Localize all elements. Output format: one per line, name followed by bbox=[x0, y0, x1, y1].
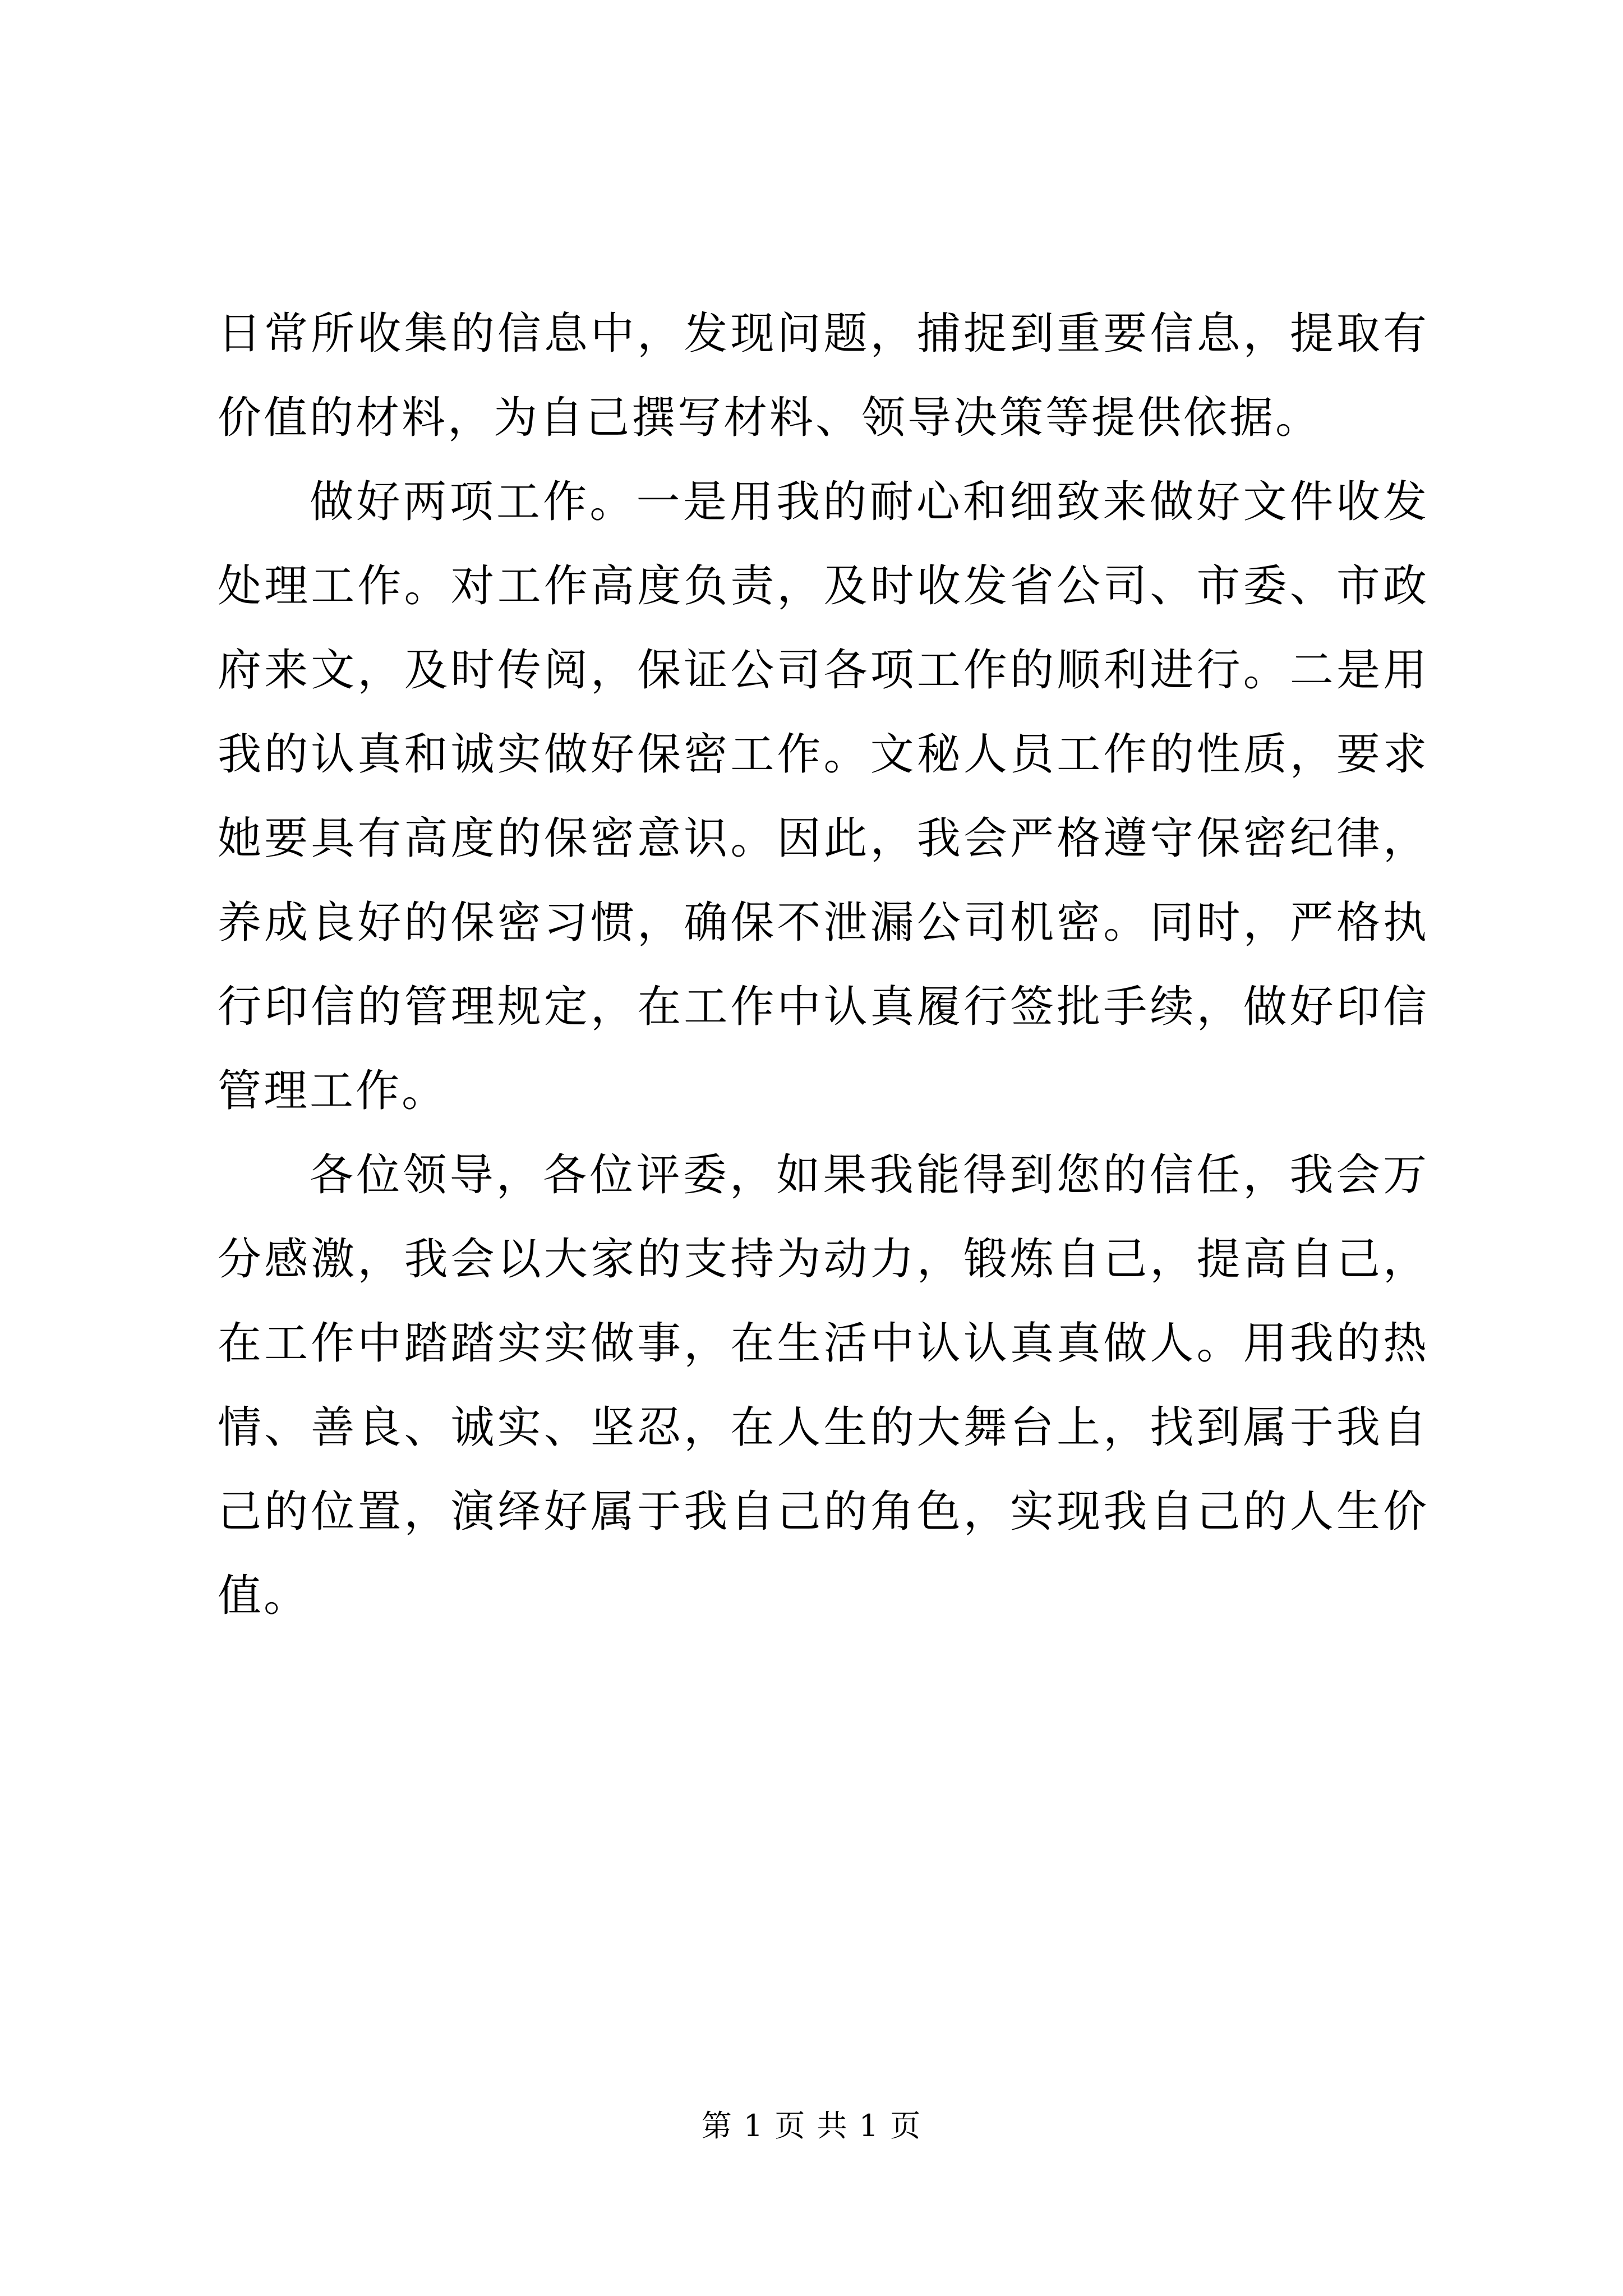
paragraph-two-tasks: 做好两项工作。一是用我的耐心和细致来做好文件收发处理工作。对工作高度负责，及时收发省公司、市委、市政府来文，及时传阅，保证公司各项工作的顺利进行。二是用我的认真和诚实做好保密工作。文秘人员工作的性质，要求她要具有高度的保密意识。因此，我会严格遵守保密纪律，养成良好的保密习惯，确保不泄漏公司机密。同时，严格执行印信的管理规定，在工作中认真履行签批手续，做好印信管理工作。 bbox=[218, 477, 1429, 1116]
page-footer: 第 1 页 共 1 页 bbox=[701, 2108, 922, 2143]
paragraph-continuation: 日常所收集的信息中，发现问题，捕捉到重要信息，提取有价值的材料，为自己撰写材料、领导决策等提供依据。 bbox=[218, 309, 1429, 443]
document-body bbox=[218, 292, 1429, 1638]
paragraph-closing: 各位领导，各位评委，如果我能得到您的信任，我会万分感激，我会以大家的支持为动力，锻炼自己，提高自己，在工作中踏踏实实做事，在生活中认认真真做人。用我的热情、善良、诚实、坚忍，在人生的大舞台上，找到属于我自己的位置，演绎好属于我自己的角色，实现我自己的人生价值。 bbox=[218, 1150, 1429, 1621]
